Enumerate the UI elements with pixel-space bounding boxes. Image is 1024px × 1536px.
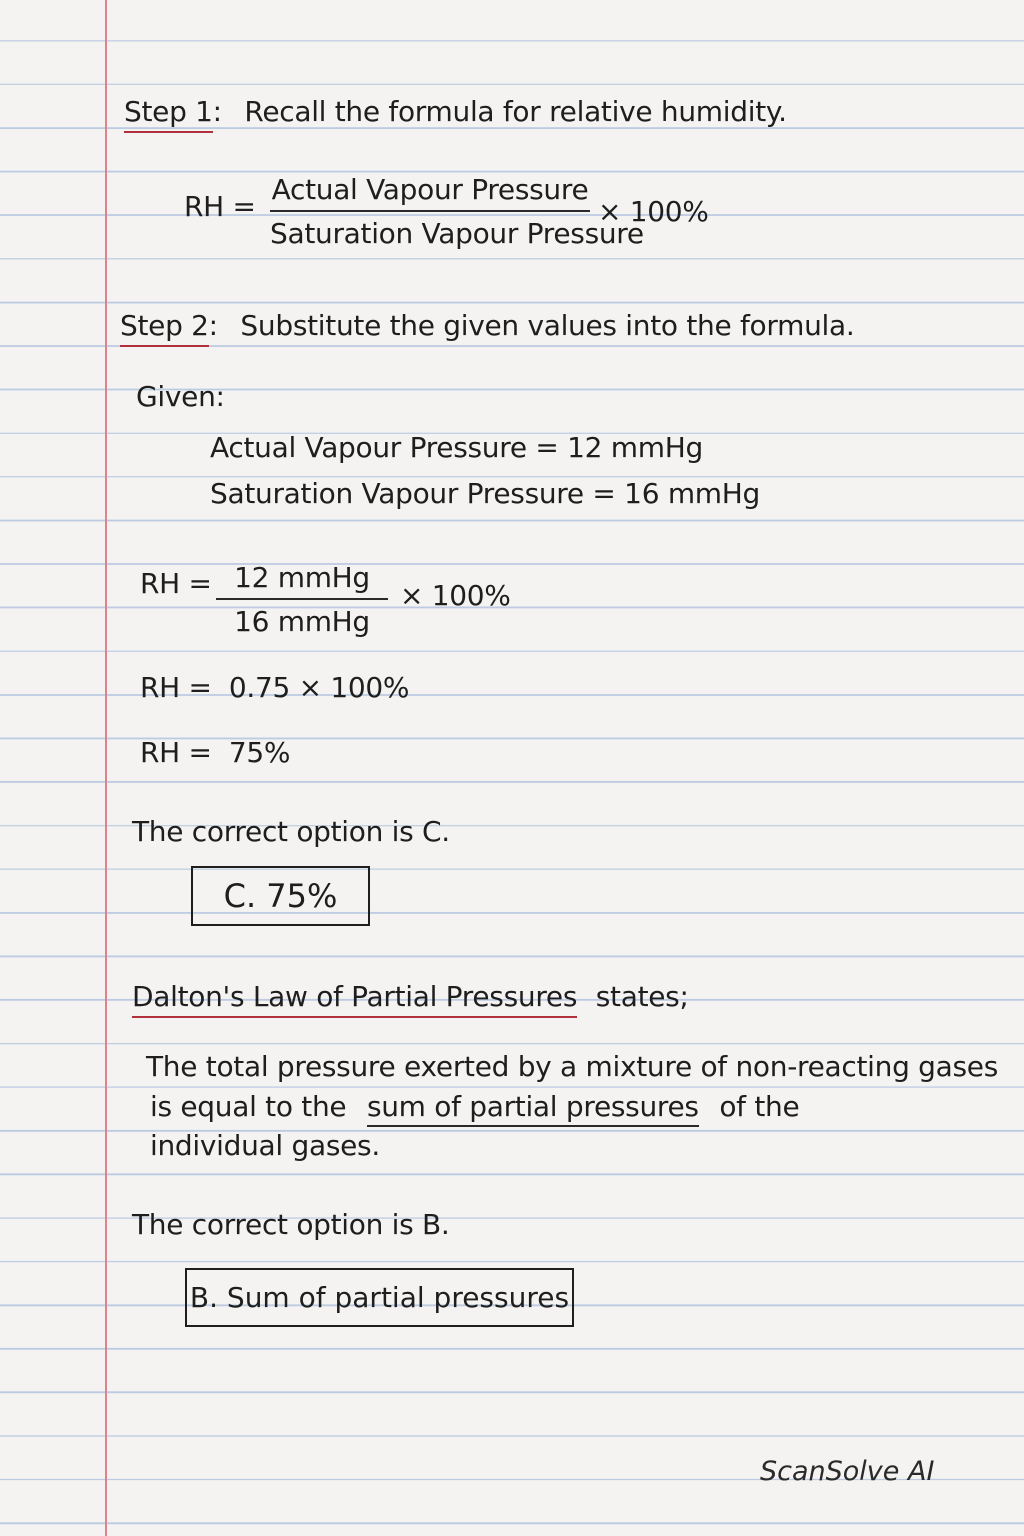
dalton-line2-suffix: of the bbox=[719, 1090, 800, 1123]
step1-heading bbox=[124, 95, 787, 128]
given-saturation: Saturation Vapour Pressure = 16 mmHg bbox=[210, 477, 760, 510]
calc-denominator: 16 mmHg bbox=[234, 605, 370, 638]
formula-numerator: Actual Vapour Pressure bbox=[271, 173, 589, 206]
dalton-line3: individual gases. bbox=[150, 1129, 380, 1162]
formula-lhs: RH = bbox=[184, 190, 256, 223]
step2-colon: : bbox=[208, 309, 218, 342]
dalton-heading bbox=[132, 980, 689, 1013]
dalton-line1: The total pressure exerted by a mixture of non-reacting gases bbox=[146, 1050, 998, 1083]
calc-numerator: 12 mmHg bbox=[234, 561, 370, 594]
calc-line2: RH = 0.75 × 100% bbox=[140, 671, 410, 704]
formula-multiplier: × 100% bbox=[598, 195, 709, 228]
answer2-statement: The correct option is B. bbox=[132, 1208, 450, 1241]
dalton-line2 bbox=[150, 1090, 800, 1123]
fraction-bar bbox=[216, 598, 388, 600]
step1-colon: : bbox=[212, 95, 222, 128]
fraction-bar bbox=[270, 210, 590, 212]
step1-text: Recall the formula for relative humidity. bbox=[244, 95, 787, 128]
answer1-box: C. 75% bbox=[191, 866, 370, 926]
margin-line bbox=[105, 0, 107, 1536]
step1-label: Step 1 bbox=[124, 95, 213, 133]
answer2-box: B. Sum of partial pressures bbox=[185, 1268, 574, 1327]
dalton-line2-underlined: sum of partial pressures bbox=[367, 1090, 699, 1127]
calc-fraction bbox=[216, 561, 388, 638]
dalton-title: Dalton's Law of Partial Pressures bbox=[132, 980, 577, 1018]
dalton-suffix: states; bbox=[595, 980, 689, 1013]
calc-line3: RH = 75% bbox=[140, 736, 291, 769]
dalton-line2-prefix: is equal to the bbox=[150, 1090, 347, 1123]
answer1-statement: The correct option is C. bbox=[132, 815, 450, 848]
watermark: ScanSolve AI bbox=[760, 1456, 935, 1487]
calc-multiplier: × 100% bbox=[400, 579, 511, 612]
step2-heading bbox=[120, 309, 855, 342]
step2-label: Step 2 bbox=[120, 309, 209, 347]
formula-denominator: Saturation Vapour Pressure bbox=[270, 217, 644, 250]
calc-lhs: RH = bbox=[140, 567, 212, 600]
given-label: Given: bbox=[136, 380, 225, 413]
step2-text: Substitute the given values into the formula. bbox=[240, 309, 855, 342]
formula-fraction bbox=[270, 173, 644, 250]
given-actual: Actual Vapour Pressure = 12 mmHg bbox=[210, 431, 703, 464]
